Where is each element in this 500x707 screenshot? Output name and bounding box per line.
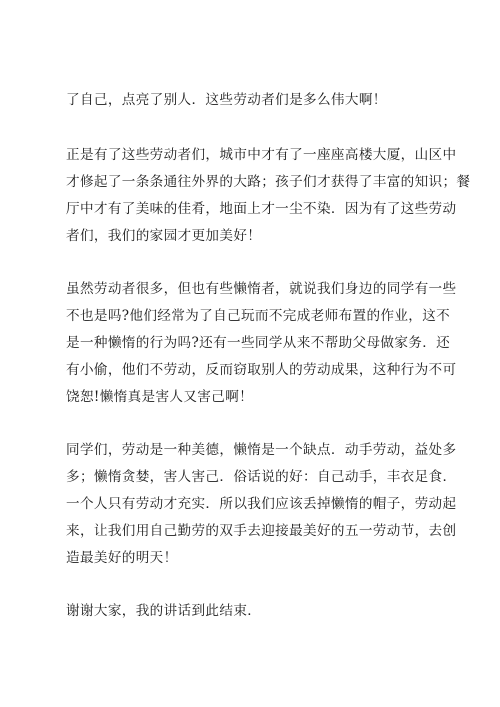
paragraph-2-line-1: 正是有了这些劳动者们，城市中才有了一座座高楼大厦，山区中 [66, 147, 457, 163]
paragraph-4-line-4: 来，让我们用自己勤劳的双手去迎接最美好的五一劳动节，去创 [66, 523, 457, 539]
paragraph-5-line-1: 谢谢大家，我的讲话到此结束． [66, 603, 262, 619]
paragraph-1-line-1: 了自己，点亮了别人．这些劳动者们是多么伟大啊！ [66, 92, 387, 108]
paragraph-2-line-2: 才修起了一条条通往外界的大路；孩子们才获得了丰富的知识；餐 [66, 174, 471, 190]
paragraph-2-line-4: 者们，我们的家园才更加美好！ [66, 228, 262, 244]
paragraph-3-line-2: 不也是吗?他们经常为了自己玩而不完成老师布置的作业，这不 [66, 308, 451, 324]
paragraph-4-line-1: 同学们，劳动是一种美德，懒惰是一个缺点．动手劳动，益处多 [66, 442, 457, 458]
paragraph-2-line-3: 厅中才有了美味的佳肴，地面上才一尘不染．因为有了这些劳动 [66, 201, 457, 217]
paragraph-4-line-5: 造最美好的明天！ [66, 550, 178, 566]
paragraph-3-line-3: 是一种懒惰的行为吗?还有一些同学从来不帮助父母做家务．还 [66, 335, 451, 351]
paragraph-3-line-1: 虽然劳动者很多，但也有些懒惰者，就说我们身边的同学有一些 [66, 281, 457, 297]
paragraph-3-line-4: 有小偷，他们不劳动，反而窃取别人的劳动成果，这种行为不可 [66, 362, 457, 378]
paragraph-4-line-2: 多；懒惰贪婪，害人害己．俗话说的好：自己动手，丰衣足食． [66, 469, 457, 485]
paragraph-4-line-3: 一个人只有劳动才充实．所以我们应该丢掉懒惰的帽子，劳动起 [66, 496, 457, 512]
paragraph-3-line-5: 饶恕!懒惰真是害人又害己啊！ [66, 389, 254, 405]
